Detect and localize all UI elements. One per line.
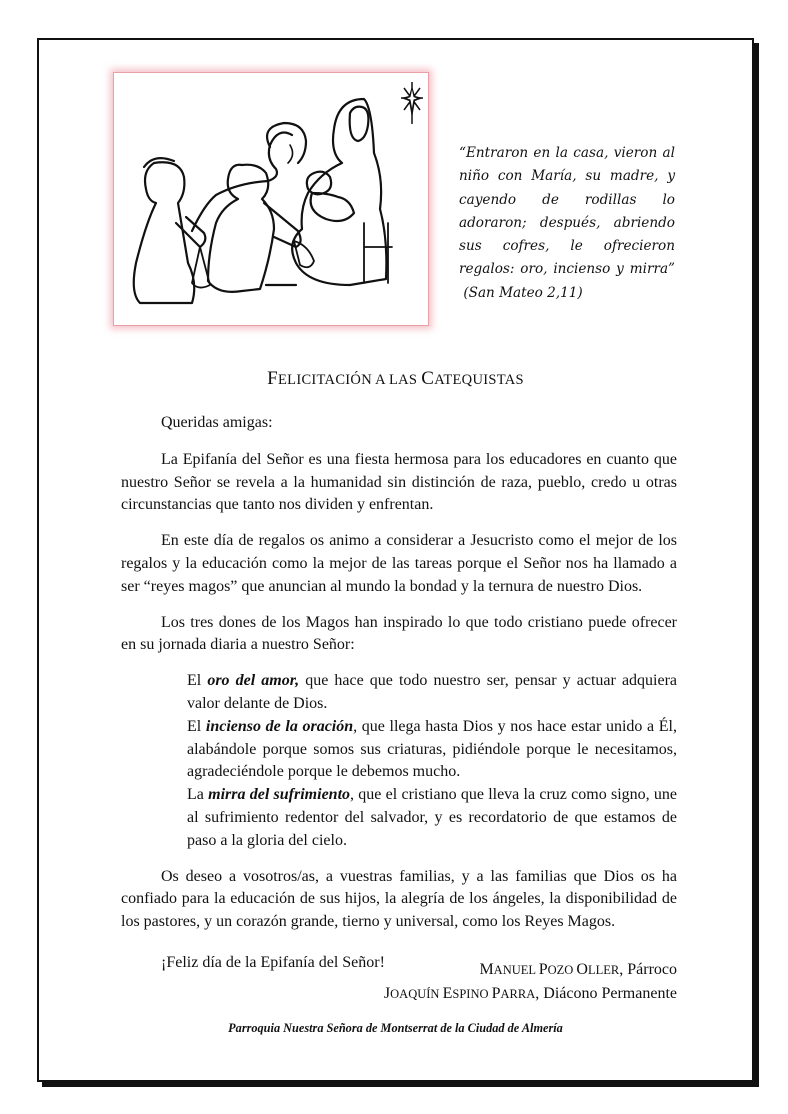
gift-incense: El incienso de la oración, que llega hasta Dios y nos hace estar unido a Él, alabándole porque somos sus criaturas, pidiéndole porque le necesitamos, agradeciéndole porque le debemos mucho.	[187, 717, 678, 781]
signature-parish-priest: MANUEL POZO OLLER, Párroco	[479, 961, 677, 978]
parish-footer: Parroquia Nuestra Señora de Montserrat de la Ciudad de Almería	[228, 1021, 563, 1035]
greeting: Queridas amigas:	[161, 414, 273, 431]
gift-gold: El oro del amor, que hace que todo nuestro ser, pensar y actuar adquiera valor delante de Dios.	[187, 672, 678, 712]
paragraph-1: La Epifanía del Señor es una fiesta hermosa para los educadores en cuanto que nuestro Señor se revela a la humanidad sin distinción de raza, pueblo, credo u otras circunstancias que tanto nos dividen y enfrentan.	[121, 450, 677, 514]
paragraph-2: En este día de regalos os animo a considerar a Jesucristo como el mejor de los regalos y la educación como la mejor de las tareas porque el Señor nos ha llamado a ser “reyes magos” que anuncian al mundo la bondad y la ternura de nuestro Dios.	[121, 532, 677, 595]
closing-line: ¡Feliz día de la Epifanía del Señor!	[161, 953, 385, 971]
bible-quote	[459, 142, 675, 305]
quote-reference: (San Mateo 2,11)	[463, 284, 583, 301]
nativity-illustration	[113, 72, 429, 326]
paragraph-4: Os deseo a vosotros/as, a vuestras familias, y a las familias que Dios os ha confiado para la educación de sus hijos, la alegría de los ángeles, la disponibilidad de los pastores, y un corazón grande, tierno y universal, como los Reyes Magos.	[121, 867, 677, 931]
star-icon	[397, 78, 427, 128]
letter-body	[121, 412, 677, 988]
gift-myrrh: La mirra del sufrimiento, que el cristiano que lleva la cruz como signo, une al sufrimiento redentor del salvador, y es recordatorio de que estamos de paso a la gloria del cielo.	[187, 786, 677, 849]
paragraph-3: Los tres dones de los Magos han inspirado lo que todo cristiano puede ofrecer en su jornada diaria a nuestro Señor:	[121, 613, 677, 654]
gifts-list	[187, 670, 677, 852]
quote-text: “Entraron en la casa, vieron al niño con María, su madre, y cayendo de rodillas lo adoraron; después, abriendo sus cofres, le ofrecieron regalos: oro, incienso y mirra”	[459, 145, 675, 278]
page-title: FELICITACIÓN A LAS CATEQUISTAS	[267, 368, 524, 389]
signatures	[384, 958, 677, 1006]
page-frame	[37, 38, 754, 1082]
signature-deacon: JOAQUÍN ESPINO PARRA, Diácono Permanente	[383, 985, 677, 1002]
